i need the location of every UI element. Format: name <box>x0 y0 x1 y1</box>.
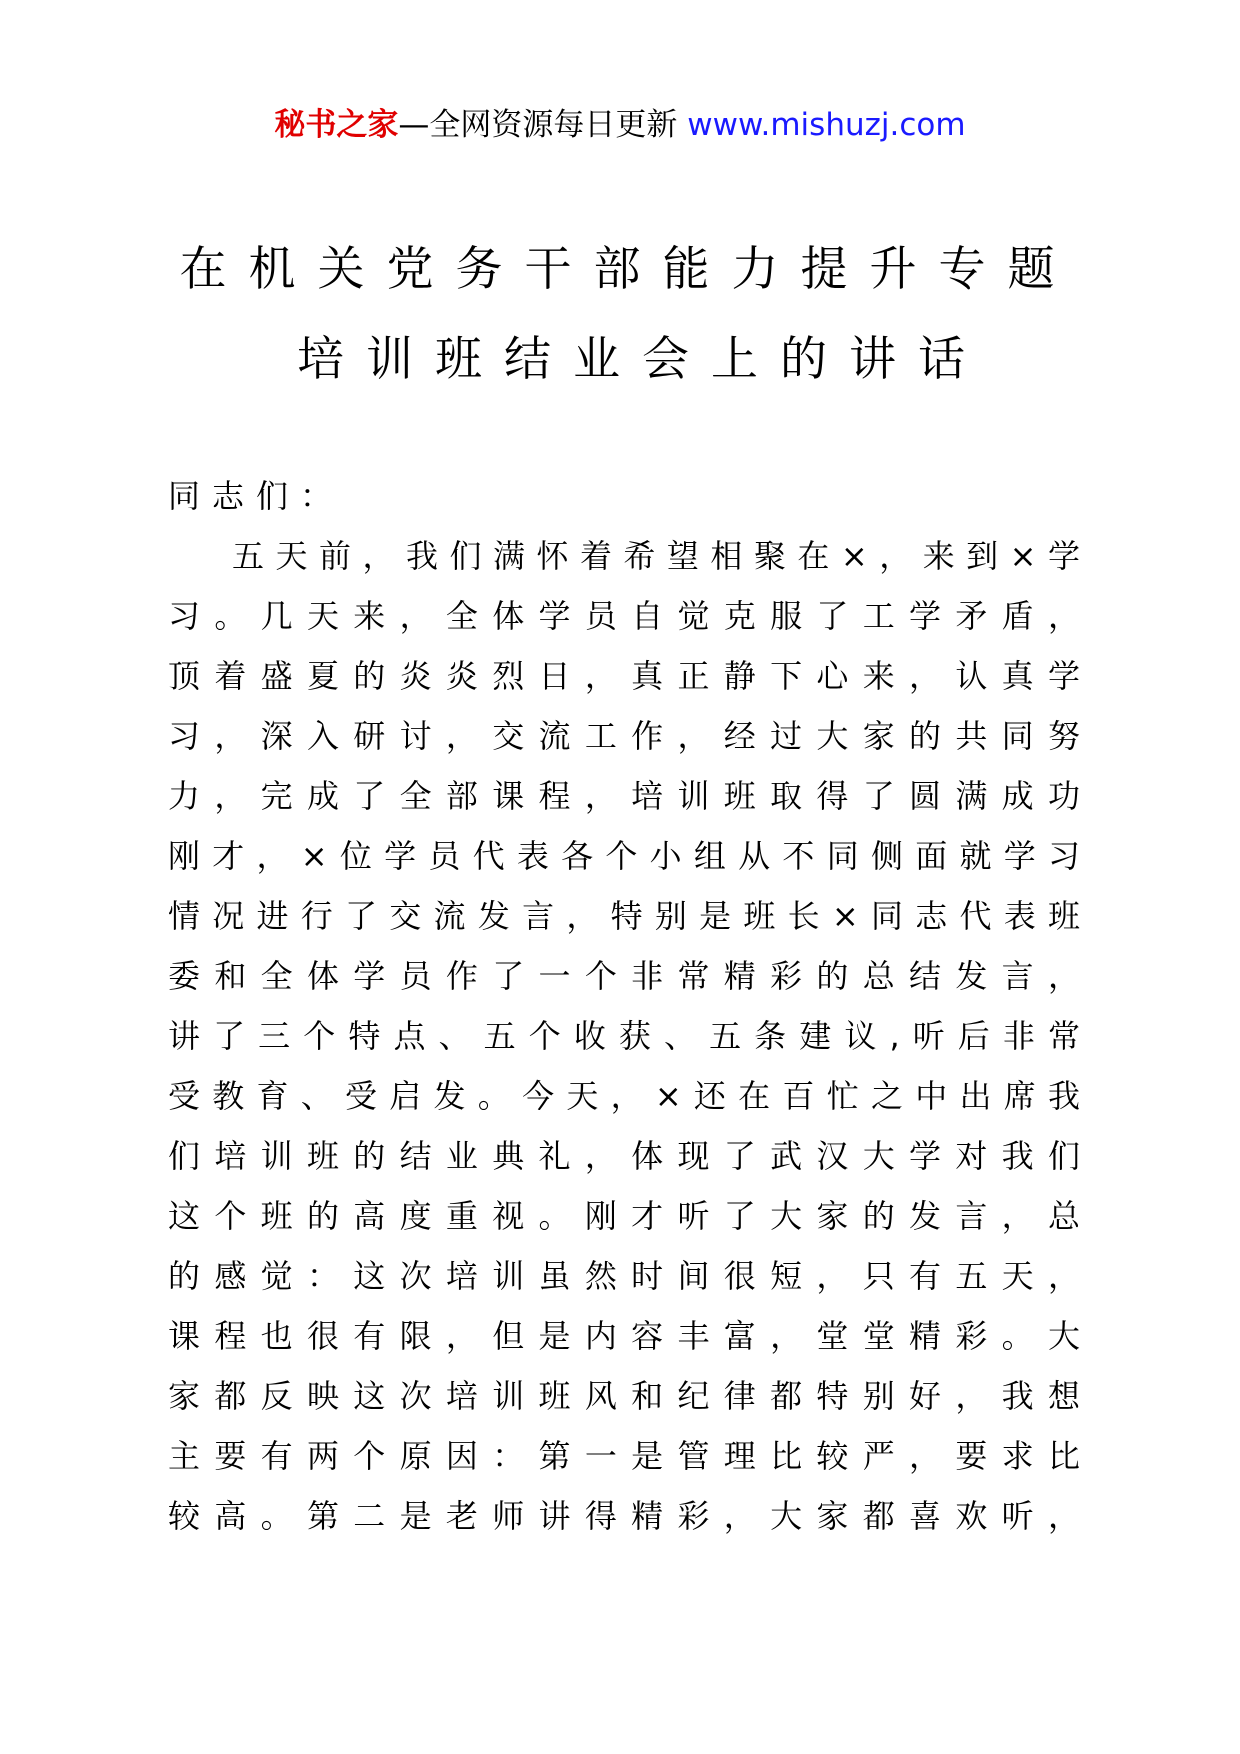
document-title-line-2: 培训班结业会上的讲话 <box>297 332 987 387</box>
body-line-2: 习。几天来，全体学员自觉克服了工学矛盾， <box>168 597 1080 635</box>
body-line-12: 这个班的高度重视。刚才听了大家的发言，总 <box>168 1197 1080 1235</box>
body-line-5: 力，完成了全部课程，培训班取得了圆满成功 <box>168 777 1080 815</box>
body-line-6: 刚才，×位学员代表各个小组从不同侧面就学习 <box>168 837 1080 875</box>
site-brand: 秘书之家 <box>274 107 399 143</box>
body-line-14: 课程也很有限，但是内容丰富，堂堂精彩。大 <box>168 1317 1080 1355</box>
site-url-link[interactable]: www.mishuzj.com <box>687 107 966 143</box>
body-line-1: 五天前，我们满怀着希望相聚在×，来到×学 <box>232 537 1080 575</box>
body-line-4: 习，深入研讨，交流工作，经过大家的共同努 <box>168 717 1080 755</box>
body-line-11: 们培训班的结业典礼，体现了武汉大学对我们 <box>168 1137 1080 1175</box>
body-line-10: 受教育、受启发。今天，×还在百忙之中出席我 <box>168 1077 1080 1115</box>
salutation: 同志们： <box>168 477 345 515</box>
body-line-3: 顶着盛夏的炎炎烈日，真正静下心来，认真学 <box>168 657 1080 695</box>
body-line-7: 情况进行了交流发言，特别是班长×同志代表班 <box>168 897 1080 935</box>
body-line-8: 委和全体学员作了一个非常精彩的总结发言， <box>168 957 1080 995</box>
site-tagline: —全网资源每日更新 <box>398 107 688 143</box>
body-line-17: 较高。第二是老师讲得精彩，大家都喜欢听， <box>168 1497 1080 1535</box>
body-line-15: 家都反映这次培训班风和纪律都特别好，我想 <box>168 1377 1080 1415</box>
site-header <box>0 103 1240 147</box>
body-line-13: 的感觉：这次培训虽然时间很短，只有五天， <box>168 1257 1080 1295</box>
body-line-9: 讲了三个特点、五个收获、五条建议,听后非常 <box>168 1017 1080 1055</box>
body-line-16: 主要有两个原因：第一是管理比较严，要求比 <box>168 1437 1080 1475</box>
document-title-line-1: 在机关党务干部能力提升专题 <box>179 242 1077 297</box>
